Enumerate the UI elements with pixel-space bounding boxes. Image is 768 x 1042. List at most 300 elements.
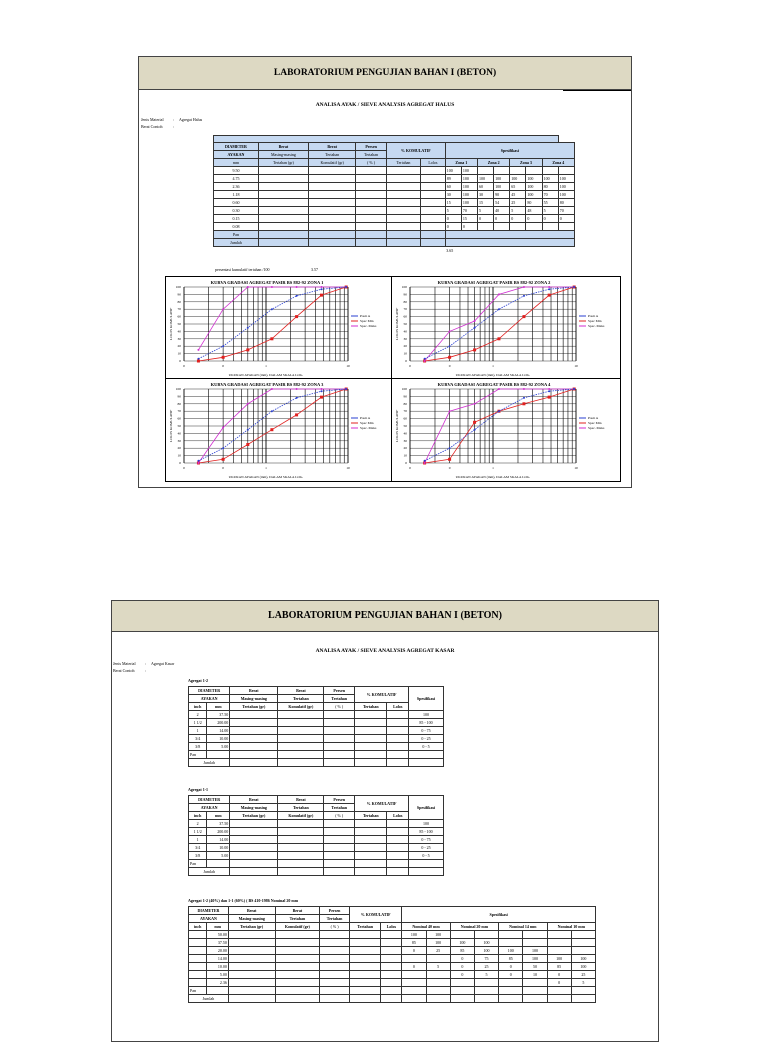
- cell-spec: [474, 979, 498, 987]
- cell-empty: [421, 207, 446, 215]
- cell-empty: [386, 191, 420, 199]
- data-point: [296, 388, 298, 390]
- cell-spec: 48: [526, 207, 542, 215]
- x-tick-label: 10: [346, 466, 350, 470]
- cell-empty: [356, 215, 386, 223]
- table-row: [189, 719, 444, 727]
- cell-spec: 0: [547, 971, 571, 979]
- cell-empty: [275, 987, 320, 995]
- table-row: [189, 836, 444, 844]
- chart-title: KURVA GRADASI AGREGAT PASIR BS 882-92 ZONA 4: [437, 382, 551, 387]
- cell-spec: 100: [558, 175, 574, 183]
- y-axis-label: LOLOS KOMULATIF: [169, 409, 173, 443]
- cell-spec: [426, 955, 450, 963]
- cell-empty: [230, 711, 278, 719]
- cell-empty: [230, 759, 278, 767]
- data-point: [523, 286, 525, 288]
- cell-spec: 5: [445, 207, 461, 215]
- cell-spec: 50: [523, 963, 547, 971]
- jenis-material-label: Jenis Material: [141, 117, 164, 122]
- data-point: [448, 356, 451, 359]
- cell-inch: [189, 963, 207, 971]
- cell-spec: 100: [523, 955, 547, 963]
- cell-empty: [381, 963, 402, 971]
- cell-empty: [308, 207, 355, 215]
- cell-spec: 45: [510, 191, 526, 199]
- cell-mm: 9.50: [214, 167, 259, 175]
- cell-empty: [571, 987, 595, 995]
- table-row: [214, 199, 575, 207]
- th-berat2a: Berat: [308, 143, 355, 151]
- data-point: [270, 337, 273, 340]
- th-diameter: DIAMETER: [214, 143, 259, 151]
- berat-contoh-label-2: Berat Contoh: [113, 668, 135, 673]
- cell-empty: [275, 963, 320, 971]
- cell-empty: [324, 743, 355, 751]
- data-point: [474, 327, 476, 329]
- th-nominal-4: Nominal 10 mm: [547, 923, 595, 931]
- th-nominal-2: Nominal 20 mm: [450, 923, 498, 931]
- x-tick-label: 10: [574, 364, 578, 368]
- chart-zona-2: [391, 276, 621, 380]
- cell-spec: 100: [461, 199, 477, 207]
- cell-spec: 0: [450, 971, 474, 979]
- cell-empty: [214, 247, 446, 255]
- cell-inch: 3/8: [189, 743, 207, 751]
- cell-spec: 100: [478, 175, 494, 183]
- th-spesifikasi: Spesifikasi: [409, 687, 444, 711]
- data-point: [548, 396, 551, 399]
- data-point: [473, 421, 476, 424]
- cell-spec: 0: [499, 963, 523, 971]
- x-tick-label: 1: [492, 364, 494, 368]
- cell-mm: 37.50: [207, 939, 228, 947]
- cell-empty: [278, 735, 324, 743]
- data-point: [271, 286, 273, 288]
- cell-empty: [278, 719, 324, 727]
- data-point: [523, 388, 525, 390]
- cell-empty: [228, 947, 275, 955]
- cell-empty: [386, 231, 420, 239]
- cell-inch: [189, 971, 207, 979]
- th-persena: Persen: [324, 687, 355, 695]
- cell-empty: [349, 971, 380, 979]
- cell-spec: [542, 223, 558, 231]
- data-point: [573, 388, 575, 390]
- legend-label: Spec. Maks: [588, 324, 605, 329]
- cell-mm: 5.00: [207, 743, 230, 751]
- chart-title: KURVA GRADASI AGREGAT PASIR BS 882-92 ZONA 2: [437, 280, 551, 285]
- sheet1-header: LABORATORIUM PENGUJIAN BAHAN I (BETON): [139, 57, 631, 90]
- cell-spec: [474, 931, 498, 939]
- table-row: [189, 743, 444, 751]
- cell-spec: 80: [558, 199, 574, 207]
- cell-spec: 10: [523, 971, 547, 979]
- y-tick-label: 20: [403, 344, 407, 349]
- cell-spec: [558, 223, 574, 231]
- y-axis-label: LOLOS KOMULATIF: [169, 307, 173, 341]
- cell-empty: [421, 199, 446, 207]
- data-point: [473, 348, 476, 351]
- cell-spec: 0: [461, 223, 477, 231]
- data-point: [197, 462, 199, 464]
- cell-empty: [355, 852, 387, 860]
- chart-zona-4: [391, 378, 621, 482]
- th-berat2c: Komulatif (gr): [275, 923, 320, 931]
- cell-empty: [228, 987, 275, 995]
- data-point: [498, 308, 500, 310]
- data-point: [247, 403, 249, 405]
- coarse-table-1-2: [188, 686, 444, 767]
- th-zona-1: Zona 1: [445, 159, 477, 167]
- x-tick-label: 1: [265, 466, 267, 470]
- th-tertahan: Tertahan: [355, 703, 387, 711]
- legend-label: Spec Min: [360, 421, 374, 426]
- th-tertahan: Tertahan: [386, 159, 420, 167]
- th-persena: Persen: [320, 907, 350, 915]
- th-persenb: Tertahan: [320, 915, 350, 923]
- cell-spec: [478, 223, 494, 231]
- chart-svg: [392, 277, 620, 379]
- y-tick-label: 70: [177, 409, 181, 414]
- th-komulatif: % KOMULATIF: [386, 143, 445, 159]
- cell-spec: 0: [450, 963, 474, 971]
- cell-empty: [278, 868, 324, 876]
- cell-spec: 100: [510, 175, 526, 183]
- cell-empty: [387, 727, 409, 735]
- cell-spec: [402, 955, 426, 963]
- cell-spec: 0: [478, 215, 494, 223]
- th-berat1b: Masing-masing: [258, 151, 308, 159]
- cell-mm: 10.00: [207, 844, 230, 852]
- cell-empty: [308, 215, 355, 223]
- cell-empty: [258, 223, 308, 231]
- data-point: [222, 447, 224, 449]
- cell-spec: 70: [542, 191, 558, 199]
- cell-spec: 100: [409, 820, 444, 828]
- cell-empty: [228, 963, 275, 971]
- cell-empty: [258, 191, 308, 199]
- legend-label: Spec. Maks: [360, 426, 377, 431]
- cell-mm: 5.00: [207, 852, 230, 860]
- cell-empty: [349, 963, 380, 971]
- data-point: [295, 413, 298, 416]
- table-row: [189, 852, 444, 860]
- th-mm: mm: [207, 703, 230, 711]
- y-tick-label: 40: [403, 329, 407, 334]
- cell-spec: [510, 223, 526, 231]
- cell-empty: [523, 995, 547, 1003]
- cell-empty: [356, 231, 386, 239]
- th-berat2a: Berat: [275, 907, 320, 915]
- th-lolos: Lolos: [387, 812, 409, 820]
- cell-spec: 0: [542, 215, 558, 223]
- table-row: [214, 223, 575, 231]
- table-row: [189, 828, 444, 836]
- y-tick-label: 50: [177, 322, 181, 326]
- data-point: [271, 388, 273, 390]
- cell-spec: [547, 931, 571, 939]
- x-axis-label: UKURAN AYAKAN (mm), DALAM SKALA LOG.: [455, 475, 531, 479]
- cell-empty: [409, 751, 444, 759]
- data-point: [345, 286, 347, 288]
- cell-empty: [421, 183, 446, 191]
- cell-empty: [275, 939, 320, 947]
- legend-label: Spec. Maks: [588, 426, 605, 431]
- cell-empty: [308, 239, 355, 247]
- th-ayakan: AYAKAN: [189, 695, 230, 703]
- cell-empty: [207, 751, 230, 759]
- cell-empty: [278, 743, 324, 751]
- cell-empty: [228, 931, 275, 939]
- cell-spec: 85: [547, 963, 571, 971]
- table-row: [214, 167, 575, 175]
- y-tick-label: 10: [177, 453, 181, 458]
- data-point: [222, 356, 225, 359]
- th-ayakan: AYAKAN: [189, 804, 230, 812]
- cell-spec: 5: [542, 207, 558, 215]
- data-point: [449, 447, 451, 449]
- cell-empty: [355, 820, 387, 828]
- cell-empty: [308, 167, 355, 175]
- cell-mm: 10.00: [207, 963, 228, 971]
- y-tick-label: 90: [403, 292, 407, 297]
- table-row: [189, 963, 596, 971]
- cell-empty: [349, 987, 380, 995]
- cell-empty: [387, 735, 409, 743]
- th-inch: inch: [189, 703, 207, 711]
- table-row: [189, 979, 596, 987]
- cell-inch: [189, 955, 207, 963]
- th-ayakan: AYAKAN: [214, 151, 259, 159]
- cell-empty: [349, 939, 380, 947]
- cell-spec: 30: [478, 191, 494, 199]
- cell-empty: [228, 971, 275, 979]
- cell-empty: [356, 191, 386, 199]
- cell-empty: [230, 868, 278, 876]
- cell-spec: [571, 947, 595, 955]
- cell-spec: 100: [450, 939, 474, 947]
- y-tick-label: 90: [403, 394, 407, 399]
- th-tertahan: Tertahan: [349, 923, 380, 931]
- y-tick-label: 80: [177, 299, 181, 304]
- cell-empty: [230, 828, 278, 836]
- cell-empty: [324, 820, 355, 828]
- th-persena: Persen: [356, 143, 386, 151]
- legend-label: Pasir A: [588, 314, 599, 319]
- data-point: [222, 345, 224, 347]
- chart-title: KURVA GRADASI AGREGAT PASIR BS 882-92 ZONA 3: [210, 382, 324, 387]
- cell-spec: 0: [494, 215, 510, 223]
- cell-inch: 3/4: [189, 735, 207, 743]
- cell-inch: 2: [189, 711, 207, 719]
- cell-spec: 75: [474, 955, 498, 963]
- cell-spec: [450, 979, 474, 987]
- cell-empty: [258, 215, 308, 223]
- data-point: [295, 315, 298, 318]
- cell-spec: [494, 223, 510, 231]
- cell-empty: [349, 947, 380, 955]
- cell-spec: [526, 167, 542, 175]
- jenis-material-label-2: Jenis Material: [113, 661, 136, 666]
- cell-mm: 14.00: [207, 955, 228, 963]
- x-tick-label: 0: [409, 466, 411, 470]
- cell-spec: 100: [558, 183, 574, 191]
- cell-inch: [189, 979, 207, 987]
- cell-spec: 0 - 25: [409, 735, 444, 743]
- cell-empty: [356, 239, 386, 247]
- cell-empty: [278, 727, 324, 735]
- table-row: [189, 931, 596, 939]
- cell-empty: [324, 836, 355, 844]
- cell-inch: [189, 947, 207, 955]
- cell-empty: [356, 207, 386, 215]
- y-tick-label: 20: [177, 446, 181, 451]
- y-tick-label: 50: [177, 424, 181, 428]
- th-berat2c: Komulatif (gr): [278, 703, 324, 711]
- legend-label: Pasir A: [360, 416, 371, 421]
- x-tick-label: 10: [574, 466, 578, 470]
- cell-spec: [547, 939, 571, 947]
- cell-spec: [478, 167, 494, 175]
- y-axis-label: LOLOS KOMULATIF: [395, 409, 399, 443]
- cell-empty: [275, 947, 320, 955]
- data-point: [522, 402, 525, 405]
- cell-empty: [230, 719, 278, 727]
- table-row: [214, 215, 575, 223]
- y-tick-label: 80: [403, 401, 407, 406]
- data-point: [424, 358, 426, 360]
- cell-empty: [547, 995, 571, 1003]
- cell-spec: 100: [426, 931, 450, 939]
- cell-empty: [523, 987, 547, 995]
- data-point: [296, 397, 298, 399]
- th-berat1a: Berat: [258, 143, 308, 151]
- cell-spec: [542, 167, 558, 175]
- y-tick-label: 0: [179, 359, 181, 363]
- cell-spec: 70: [461, 207, 477, 215]
- cell-empty: [355, 727, 387, 735]
- cell-spec: 0: [402, 963, 426, 971]
- cell-empty: [387, 860, 409, 868]
- cell-empty: [387, 759, 409, 767]
- series-line: [425, 389, 575, 461]
- table-row: [214, 183, 575, 191]
- cell-mm: 14.00: [207, 727, 230, 735]
- cell-spec: 0 - 75: [409, 727, 444, 735]
- cell-empty: [450, 987, 474, 995]
- y-tick-label: 0: [405, 461, 407, 465]
- cell-empty: [278, 836, 324, 844]
- cell-empty: [387, 751, 409, 759]
- data-point: [449, 345, 451, 347]
- y-axis-label: LOLOS KOMULATIF: [395, 307, 399, 341]
- th-berat2b: Tertahan: [308, 151, 355, 159]
- cell-spec: 100: [494, 183, 510, 191]
- cell-empty: [275, 979, 320, 987]
- cell-mm: 5.00: [207, 971, 228, 979]
- cell-empty: [387, 836, 409, 844]
- th-lolos: Lolos: [381, 923, 402, 931]
- cell-spec: 0: [547, 979, 571, 987]
- chart-zona-3: [165, 378, 393, 482]
- header-rule: [563, 90, 631, 91]
- cell-spec: 0: [450, 955, 474, 963]
- data-point: [222, 308, 224, 310]
- cell-spec: 100: [461, 167, 477, 175]
- y-tick-label: 10: [403, 351, 407, 356]
- cell-empty: [349, 995, 380, 1003]
- data-point: [247, 429, 249, 431]
- data-point: [320, 396, 323, 399]
- th-berat1c: Tertahan (gr): [228, 923, 275, 931]
- cell-spec: 100: [547, 955, 571, 963]
- cell-empty: [355, 844, 387, 852]
- y-tick-label: 100: [175, 285, 181, 289]
- table1-title: Agregat 1-2: [188, 678, 209, 683]
- sheet-fine-aggregate: [138, 56, 632, 488]
- th-berat2b: Tertahan: [278, 695, 324, 703]
- cell-spec: 100: [409, 711, 444, 719]
- cell-spec: 40: [494, 207, 510, 215]
- data-point: [222, 426, 224, 428]
- x-tick-label: 0: [183, 364, 185, 368]
- jumlah-value: 3.65: [446, 248, 454, 253]
- data-point: [548, 388, 550, 390]
- data-point: [246, 348, 249, 351]
- table-row: [189, 735, 444, 743]
- cell-mm: 37.50: [207, 711, 230, 719]
- data-point: [424, 462, 426, 464]
- data-point: [197, 349, 199, 351]
- data-point: [320, 388, 322, 390]
- cell-empty: [207, 860, 230, 868]
- y-tick-label: 30: [403, 336, 407, 341]
- cell-empty: [228, 939, 275, 947]
- y-tick-label: 30: [177, 336, 181, 341]
- cell-empty: [402, 987, 426, 995]
- cell-empty: [228, 979, 275, 987]
- cell-inch: 1: [189, 727, 207, 735]
- cell-empty: [324, 719, 355, 727]
- cell-spec: [526, 223, 542, 231]
- cell-empty: [356, 223, 386, 231]
- series-line: [198, 287, 346, 359]
- cell-empty: [381, 955, 402, 963]
- cell-empty: [409, 759, 444, 767]
- cell-empty: [387, 828, 409, 836]
- cell-empty: [308, 231, 355, 239]
- cell-empty: [324, 868, 355, 876]
- cell-empty: [278, 820, 324, 828]
- cell-empty: [355, 759, 387, 767]
- y-tick-label: 90: [177, 394, 181, 399]
- row-jumlah: Jumlah: [214, 239, 259, 247]
- cell-mm: 1.18: [214, 191, 259, 199]
- row-pan: Pan: [189, 860, 207, 868]
- data-point: [498, 388, 500, 390]
- cell-spec: 0: [402, 947, 426, 955]
- th-persenc: ( % ): [324, 703, 355, 711]
- cell-spec: 100: [523, 947, 547, 955]
- cell-empty: [230, 820, 278, 828]
- th-berat1b: Masing-masing: [228, 915, 275, 923]
- data-point: [222, 458, 225, 461]
- x-tick-label: 0: [222, 364, 224, 368]
- th-komulatif: % KOMULATIF: [355, 687, 409, 703]
- berat-contoh-label: Berat Contoh: [141, 124, 163, 129]
- cell-empty: [278, 860, 324, 868]
